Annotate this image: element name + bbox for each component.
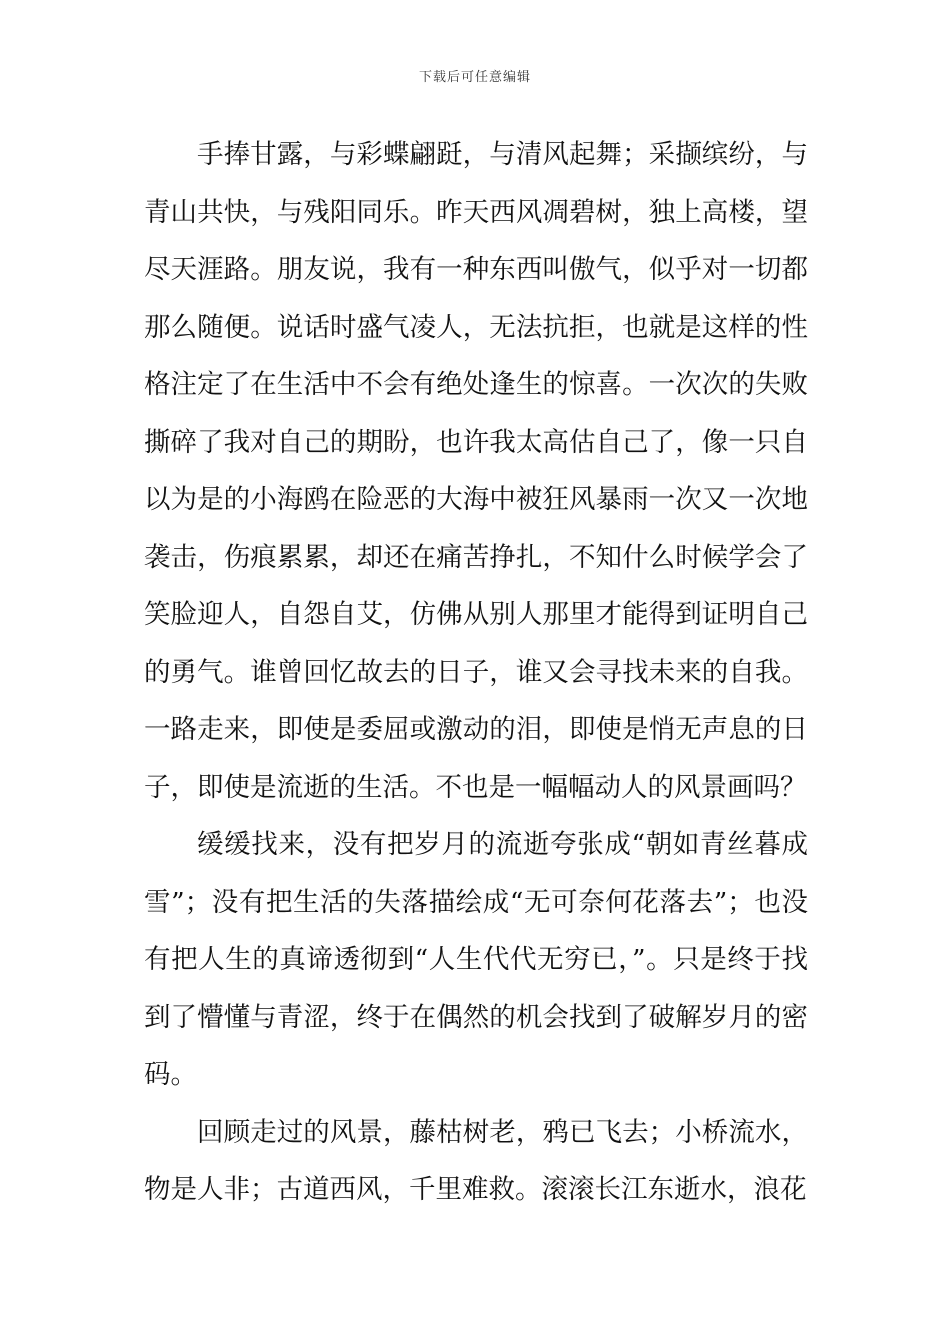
document-body — [144, 126, 808, 1219]
header-note: 下载后可任意编辑 — [418, 70, 531, 85]
paragraph-3: 回顾走过的风景，藤枯树老，鸦已飞去；小桥流水，物是人非；古道西风，千里难救。滚滚长江东逝水，浪花 — [144, 1116, 808, 1205]
paragraph-2: 缓缓找来，没有把岁月的流逝夸张成“朝如青丝暮成雪”；没有把生活的失落描绘成“无可奈何花落去”；也没有把人生的真谛透彻到“人生代代无穷已，”。只是终于找到了懵懂与青涩，终于在偶然的机会找到了破解岁月的密码。 — [144, 829, 808, 1090]
paragraph-1: 手捧甘露，与彩蝶翩跹，与清风起舞；采撷缤纷，与青山共快，与残阳同乐。昨天西风凋碧树，独上高楼，望尽天涯路。朋友说，我有一种东西叫傲气，似乎对一切都那么随便。说话时盛气凌人，无法抗拒，也就是这样的性格注定了在生活中不会有绝处逢生的惊喜。一次次的失败撕碎了我对自己的期盼，也许我太高估自己了，像一只自以为是的小海鸥在险恶的大海中被狂风暴雨一次又一次地袭击，伤痕累累，却还在痛苦挣扎，不知什么时候学会了笑脸迎人，自怨自艾，仿佛从别人那里才能得到证明自己的勇气。谁曾回忆故去的日子，谁又会寻找未来的自我。一路走来，即使是委屈或激动的泪，即使是悄无声息的日子，即使是流逝的生活。不也是一幅幅动人的风景画吗？ — [144, 139, 808, 803]
